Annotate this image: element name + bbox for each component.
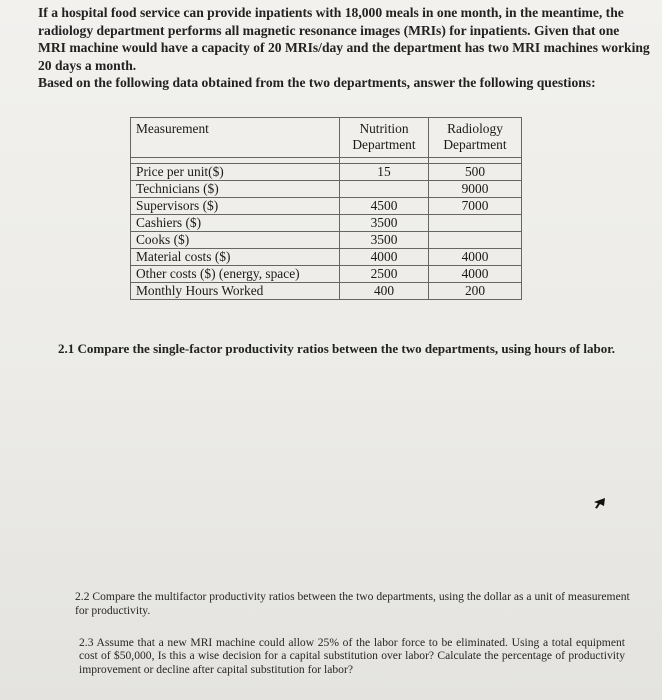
intro-paragraph: If a hospital food service can provide inpatients with 18,000 meals in one month, in the meantime, the radiology department performs all magnetic resonance images (MRIs) for inpatients. Given that one MRI machine would have a capacity of 20 MRIs/day and the department has two MRI machines working 20 days a month. <box>38 5 650 73</box>
radiology-value: 500 <box>429 164 522 181</box>
table-row <box>131 181 522 198</box>
table-row <box>131 198 522 215</box>
instruction-text: Based on the following data obtained from the two departments, answer the following questions: <box>38 75 596 90</box>
radiology-value: 4000 <box>429 266 522 283</box>
table-row <box>131 232 522 249</box>
nutrition-value: 400 <box>340 283 429 300</box>
radiology-value: 7000 <box>429 198 522 215</box>
row-label: Cashiers ($) <box>131 215 340 232</box>
radiology-value: 200 <box>429 283 522 300</box>
nutrition-value: 3500 <box>340 215 429 232</box>
table-row <box>131 164 522 181</box>
nutrition-value: 4500 <box>340 198 429 215</box>
table-header-row <box>131 118 522 158</box>
nutrition-value <box>340 181 429 198</box>
problem-statement <box>38 4 650 92</box>
radiology-value <box>429 215 522 232</box>
question-2-3: 2.3 Assume that a new MRI machine could allow 25% of the labor force to be eliminated. Using a total equipment cost of $50,000, Is this a wise decision for a capital substitution over labor? Calculate the percentage of productivity improvement or decline after capital substitution for labor? <box>79 636 625 676</box>
mouse-pointer-icon <box>592 497 606 509</box>
header-radiology: Radiology Department <box>429 118 522 158</box>
nutrition-value: 3500 <box>340 232 429 249</box>
table-row <box>131 266 522 283</box>
header-nutrition: Nutrition Department <box>340 118 429 158</box>
table-row <box>131 249 522 266</box>
nutrition-value: 4000 <box>340 249 429 266</box>
nutrition-value: 2500 <box>340 266 429 283</box>
row-label: Price per unit($) <box>131 164 340 181</box>
table-row <box>131 215 522 232</box>
table-row <box>131 283 522 300</box>
header-measurement: Measurement <box>131 118 340 158</box>
nutrition-value: 15 <box>340 164 429 181</box>
row-label: Cooks ($) <box>131 232 340 249</box>
radiology-value <box>429 232 522 249</box>
row-label: Supervisors ($) <box>131 198 340 215</box>
row-label: Other costs ($) (energy, space) <box>131 266 340 283</box>
question-2-2: 2.2 Compare the multifactor productivity ratios between the two departments, using the dollar as a unit of measurement for productivity. <box>75 590 630 617</box>
radiology-value: 9000 <box>429 181 522 198</box>
row-label: Material costs ($) <box>131 249 340 266</box>
row-label: Monthly Hours Worked <box>131 283 340 300</box>
row-label: Technicians ($) <box>131 181 340 198</box>
department-data-table <box>130 117 522 300</box>
question-2-1: 2.1 Compare the single-factor productivity ratios between the two departments, using hours of labor. <box>58 341 616 356</box>
radiology-value: 4000 <box>429 249 522 266</box>
